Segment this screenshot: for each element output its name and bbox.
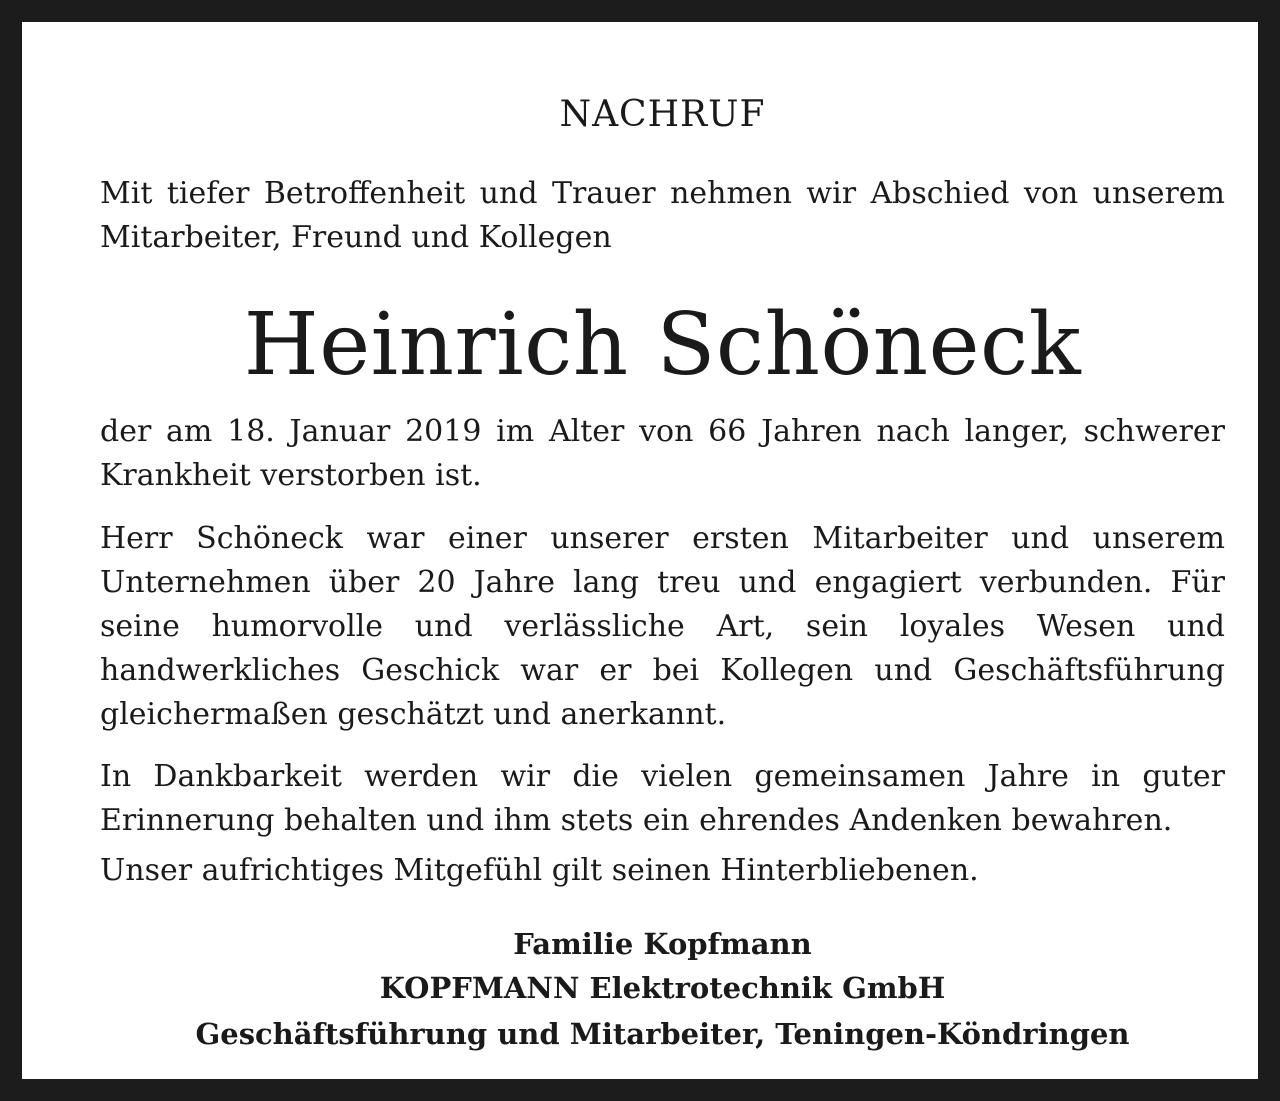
signature-family: Familie Kopfmann [513,927,812,961]
tribute-paragraph: Herr Schöneck war einer unserer ersten Mitarbeiter und unserem Unternehmen über 20 Jahre lang treu und engagiert verbunden. Für seine humorvolle und verlässliche Art, sein loyales Wesen und handwerkliches Geschick war er bei Kollegen und Geschäftsführung gleichermaßen geschätzt und anerkannt. [100,521,1225,732]
notice-heading: NACHRUF [559,94,766,135]
gratitude-paragraph: In Dankbarkeit werden wir die vielen gemeinsamen Jahre in guter Erinnerung behalten und ihm stets ein ehrendes Andenken bewahren. [100,759,1225,838]
deceased-name: Heinrich Schöneck [243,295,1082,395]
intro-paragraph: Mit tiefer Betroffenheit und Trauer nehmen wir Abschied von unserem Mitarbeiter, Freund und Kollegen [100,176,1225,255]
signature-management: Geschäftsführung und Mitarbeiter, Teningen-Köndringen [195,1017,1130,1051]
death-statement-paragraph: der am 18. Januar 2019 im Alter von 66 Jahren nach langer, schwerer Krankheit verstorben ist. [100,414,1225,493]
signature-company: KOPFMANN Elektrotechnik GmbH [379,971,946,1005]
condolence-paragraph: Unser aufrichtiges Mitgefühl gilt seinen Hinterbliebenen. [100,853,979,888]
